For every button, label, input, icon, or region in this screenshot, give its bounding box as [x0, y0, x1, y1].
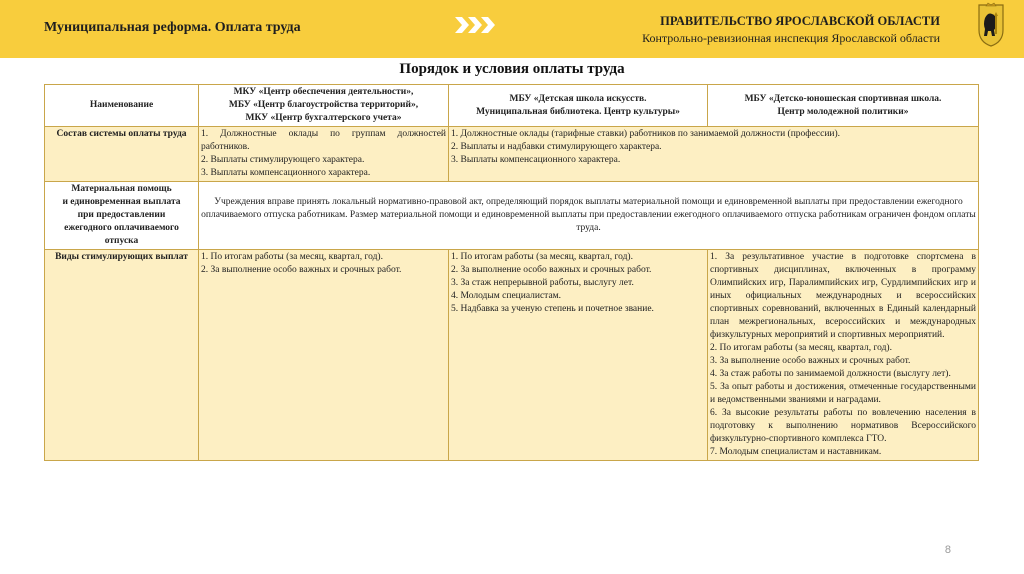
- composition-cell-mku: [199, 127, 449, 182]
- composition-cell-culture-sport: [449, 127, 979, 182]
- row-label-material-aid: [45, 182, 199, 250]
- pay-conditions-table: [44, 84, 979, 461]
- column-header-mku: [199, 85, 449, 127]
- list-item: 1. Должностные оклады по группам должностей работников.: [201, 129, 446, 152]
- list-item: 4. Молодым специалистам.: [451, 291, 562, 301]
- document-title: Порядок и условия оплаты труда: [399, 61, 625, 77]
- list-item: 3. Выплаты компенсационного характера.: [201, 168, 371, 178]
- organization-block: [642, 14, 940, 46]
- list-item: 3. За выполнение особо важных и срочных работ.: [710, 356, 911, 366]
- list-item: 5. За опыт работы и достижения, отмеченные государственными и ведомственными званиями и наградами.: [710, 382, 976, 405]
- row-label-stimulating: Виды стимулирующих выплат: [45, 250, 199, 461]
- header-bar: [0, 0, 1024, 58]
- chevrons-icon: [455, 17, 497, 33]
- list-item: 2. Выплаты стимулирующего характера.: [201, 155, 365, 165]
- column-header-label: МБУ «Детско-юношеская спортивная школа. Центр молодежной политики»: [744, 93, 942, 117]
- column-header-label: Наименование: [89, 100, 154, 110]
- list-item: 2. За выполнение особо важных и срочных работ.: [201, 265, 402, 275]
- table-header-row: [45, 85, 979, 127]
- row-label-composition: Состав системы оплаты труда: [45, 127, 199, 182]
- organization-name: ПРАВИТЕЛЬСТВО ЯРОСЛАВСКОЙ ОБЛАСТИ: [660, 14, 940, 28]
- list-item: 3. За стаж непрерывной работы, выслугу лет.: [451, 278, 634, 288]
- column-header-culture: [449, 85, 708, 127]
- yaroslavl-emblem-icon: [976, 2, 1006, 48]
- list-item: 1. Должностные оклады (тарифные ставки) работников по занимаемой должности (профессии).: [451, 129, 841, 139]
- page-number: 8: [944, 544, 951, 556]
- column-header-label: МКУ «Центр обеспечения деятельности», МБУ «Центр благоустройства территорий», МКУ «Центр бухгалтерского учета»: [228, 87, 419, 123]
- list-item: 5. Надбавка за ученую степень и почетное звание.: [451, 304, 654, 314]
- column-header-name: [45, 85, 199, 127]
- stimulating-cell-mku: [199, 250, 449, 461]
- stimulating-cell-culture: [449, 250, 708, 461]
- organization-subtitle: Контрольно-ревизионная инспекция Ярославской области: [642, 31, 940, 45]
- table-row: [45, 250, 979, 461]
- list-item: 2. По итогам работы (за месяц, квартал, год).: [710, 343, 892, 353]
- list-item: 6. За высокие результаты работы по вовлечению населения в подготовку к выполнению нормативов Всероссийского физкультурно-спортивного комплекса ГТО.: [710, 408, 976, 444]
- list-item: 4. За стаж работы по занимаемой должности (выслугу лет).: [710, 369, 951, 379]
- column-header-label: МБУ «Детская школа искусств. Муниципальная библиотека. Центр культуры»: [476, 93, 680, 117]
- material-aid-text: Учреждения вправе принять локальный нормативно-правовой акт, определяющий порядок выплаты материальной помощи и единовременной выплаты при предоставлении ежегодного оплачиваемого отпуска работникам. Размер материальной помощи и единовременной выплаты при предоставлении ежегодного оплачиваемого отпуска работникам ограничен фондом оплаты труда.: [199, 182, 979, 250]
- list-item: 1. По итогам работы (за месяц, квартал, год).: [201, 252, 383, 262]
- list-item: 1. За результативное участие в подготовке спортсмена в спортивных дисциплинах, включенных в программу Олимпийских игр, Паралимпийских игр, Сурдлимпийских игр и иных официальных международных и всероссийских спортивных соревнований, включенных в Единый календарный план межрегиональных, всероссийских и международных физкультурных мероприятий и спортивных мероприятий.: [710, 252, 976, 340]
- presentation-title: Муниципальная реформа. Оплата труда: [44, 20, 301, 35]
- list-item: 1. По итогам работы (за месяц, квартал, год).: [451, 252, 633, 262]
- stimulating-cell-sport: [708, 250, 979, 461]
- row-label-text: Материальная помощь и единовременная выплата при предоставлении ежегодного оплачиваемого отпуска: [62, 184, 181, 246]
- list-item: 2. Выплаты и надбавки стимулирующего характера.: [451, 142, 662, 152]
- table-row: [45, 127, 979, 182]
- table-row: [45, 182, 979, 250]
- list-item: 7. Молодым специалистам и наставникам.: [710, 447, 882, 457]
- list-item: 2. За выполнение особо важных и срочных работ.: [451, 265, 652, 275]
- list-item: 3. Выплаты компенсационного характера.: [451, 155, 621, 165]
- column-header-sport: [708, 85, 979, 127]
